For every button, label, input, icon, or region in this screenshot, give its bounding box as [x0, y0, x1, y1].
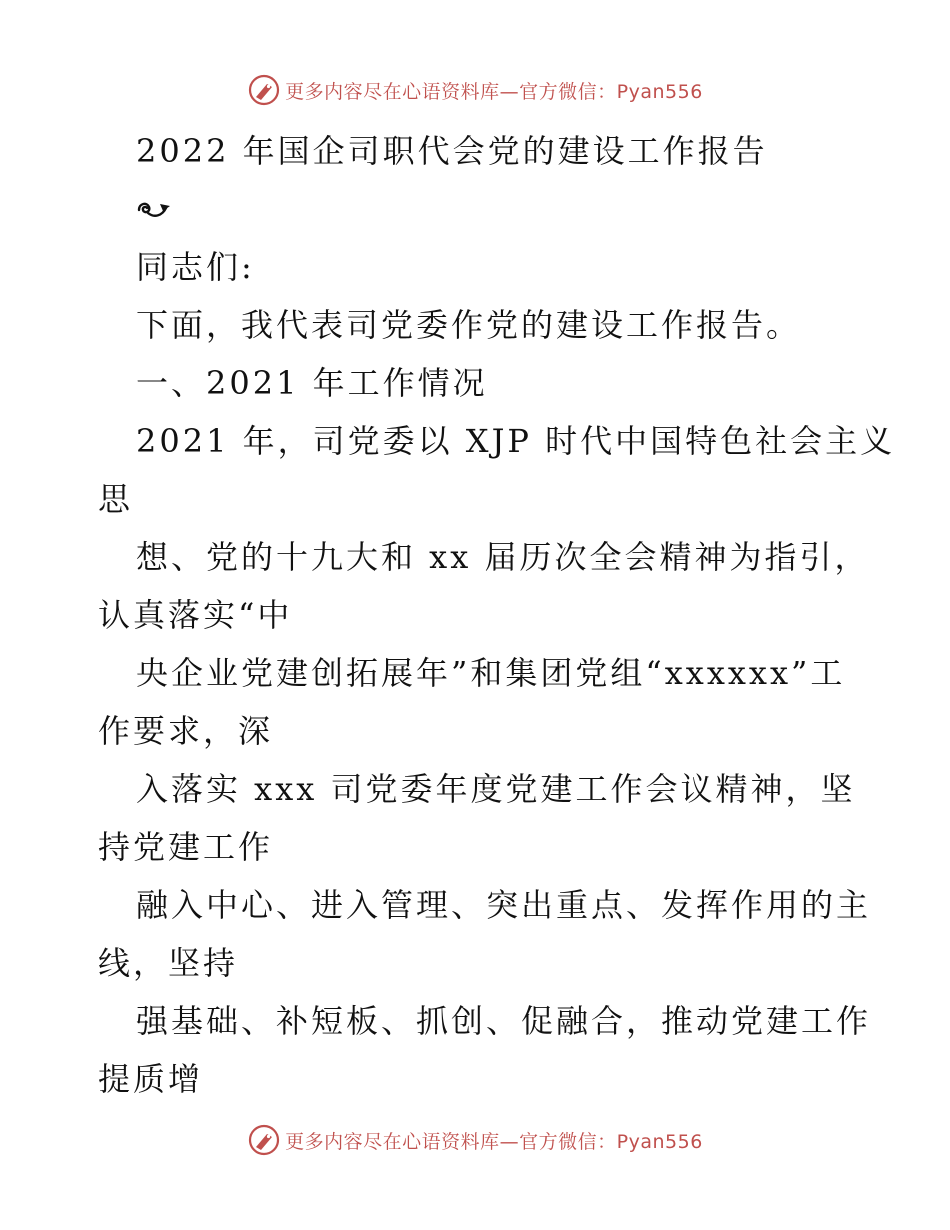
watermark-banner-top	[0, 70, 950, 110]
watermark-text: 更多内容尽在心语资料库—官方微信：Pyan556	[285, 80, 703, 103]
ornament-row	[98, 180, 858, 238]
pen-nib-logo-icon	[247, 1123, 281, 1157]
paragraph-line: 持党建工作	[98, 828, 274, 866]
document-body	[98, 122, 896, 1108]
paragraph-line: 央企业党建创拓展年”和集团党组“xxxxxx”工	[136, 654, 846, 692]
paragraph-line: 入落实 xxx 司党委年度党建工作会议精神，坚	[136, 770, 856, 808]
paragraph-line: 融入中心、进入管理、突出重点、发挥作用的主	[136, 886, 872, 924]
swirl-ornament-icon	[136, 198, 172, 220]
paragraph-line: 提质增	[98, 1060, 204, 1098]
paragraph-line: 2021 年，司党委以 XJP 时代中国特色社会主义	[136, 422, 896, 460]
paragraph-line: 想、党的十九大和 xx 届历次全会精神为指引，	[136, 538, 870, 576]
paragraph	[98, 412, 896, 1108]
intro-line: 下面，我代表司党委作党的建设工作报告。	[136, 306, 802, 344]
paragraph-line: 思	[98, 480, 134, 518]
paragraph-line: 线，坚持	[98, 944, 239, 982]
paragraph-line: 作要求，深	[98, 712, 274, 750]
pen-nib-logo-icon	[247, 73, 281, 107]
paragraph-line: 强基础、补短板、抓创、促融合，推动党建工作	[136, 1002, 872, 1040]
section-heading: 一、2021 年工作情况	[136, 364, 488, 402]
salutation: 同志们:	[136, 248, 255, 286]
watermark-banner-bottom	[0, 1120, 950, 1160]
document-title: 2022 年国企司职代会党的建设工作报告	[136, 132, 768, 170]
paragraph-line: 认真落实“中	[98, 596, 293, 634]
watermark-text: 更多内容尽在心语资料库—官方微信：Pyan556	[285, 1130, 703, 1153]
